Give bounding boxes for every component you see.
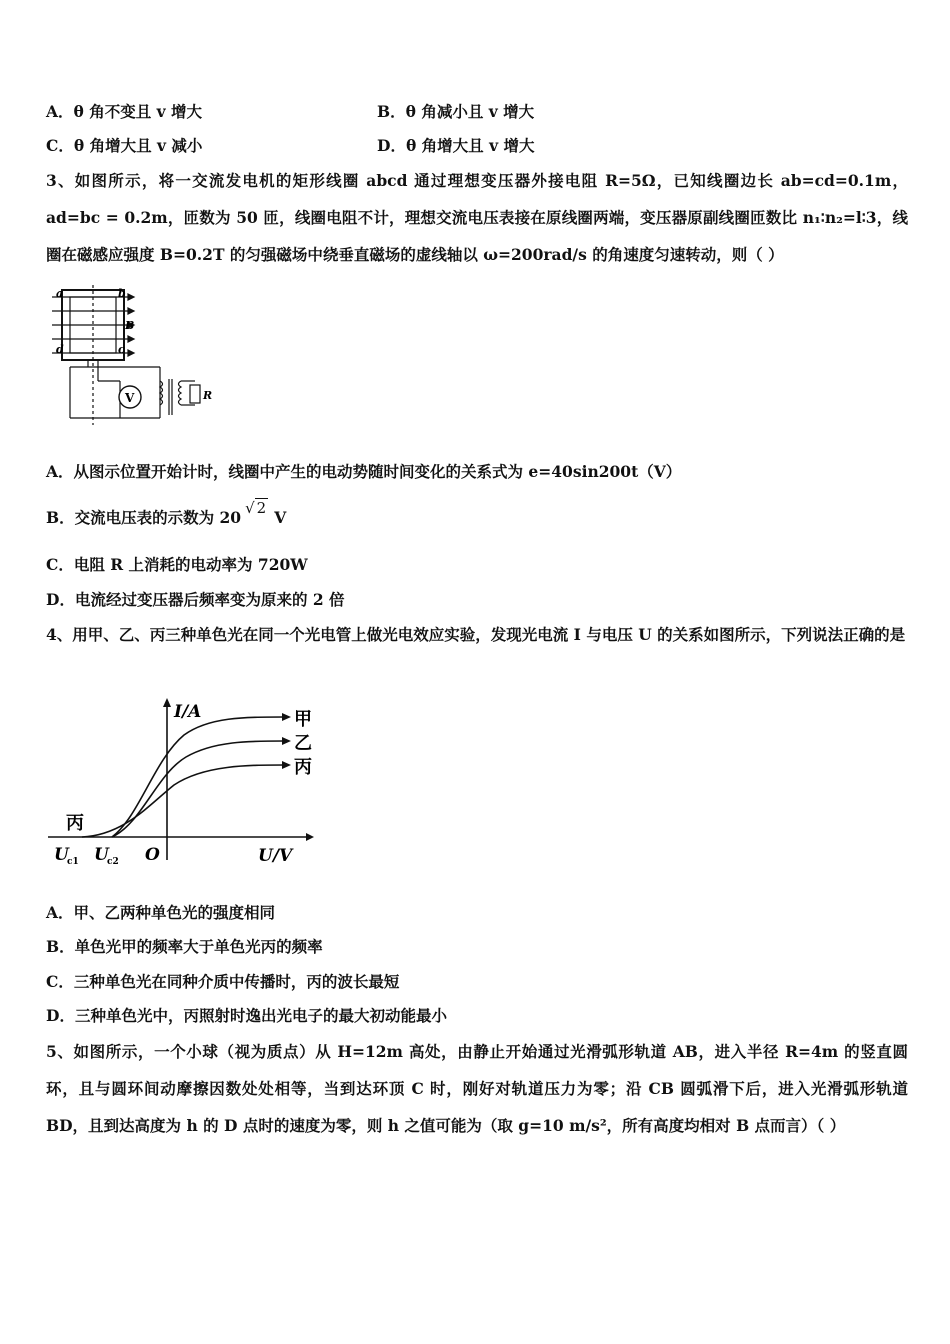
q2-option-d: D．θ 角增大且 v 增大 [377, 136, 535, 155]
q5-stem: 5、如图所示，一个小球（视为质点）从 H=12m 高处，由静止开始通过光滑弧形轨道 AB，进入半径 R=4m 的竖直圆环，且与圆环间动摩擦因数处处相等，当到达环顶 C 时，刚好对轨道压力为零；沿 CB 圆弧滑下后，进入光滑弧形轨道 BD，且到达高度为 h 的 D 点时的速度为零，则 h 之值可能为（取 g=10 m/s²，所有高度均相对 B 点而言）（ ） [46, 1042, 908, 1135]
series-label-bing: 丙 [294, 757, 312, 778]
curve-bing [82, 765, 284, 837]
y-axis-label: I/A [174, 702, 202, 722]
arrow-jia [282, 713, 291, 721]
leads [70, 360, 160, 418]
q4-option-c: C．三种单色光在同种介质中传播时，丙的波长最短 [46, 972, 400, 991]
arrow-yi [282, 737, 291, 745]
x-axis-arrow [306, 833, 314, 841]
q4-stem: 4、用甲、乙、丙三种单色光在同一个光电管上做光电效应实验，发现光电流 I 与电压 U 的关系如图所示，下列说法正确的是 [46, 625, 906, 644]
resistor [190, 385, 200, 403]
curve-yi [112, 741, 284, 837]
q2-option-c: C．θ 角增大且 v 减小 [46, 136, 203, 155]
q3-option-b [46, 499, 287, 528]
q4-option-a: A．甲、乙两种单色光的强度相同 [46, 903, 276, 922]
q3-option-b-text: B．交流电压表的示数为 20 [46, 508, 242, 527]
q3-option-c: C．电阻 R 上消耗的电动率为 720W [46, 555, 308, 574]
curve-jia [112, 717, 284, 837]
tick-label-uc2 [94, 845, 119, 867]
q4-option-b: B．单色光甲的频率大于单色光丙的频率 [46, 937, 323, 956]
arrow-bing [282, 761, 291, 769]
tick-label-uc1 [54, 845, 79, 867]
q3-option-a: A．从图示位置开始计时，线圈中产生的电动势随时间变化的关系式为 e=40sin200t（V） [46, 462, 682, 481]
sqrt-symbol: √ 2 [245, 499, 267, 517]
svg-text:c2: c2 [107, 857, 119, 867]
series-label-jia: 甲 [294, 709, 312, 730]
svg-text:U: U [54, 845, 69, 865]
svg-text:c1: c1 [67, 857, 79, 867]
q2-option-b: B．θ 角减小且 v 增大 [377, 102, 535, 121]
label-voltmeter: V [125, 391, 135, 405]
label-b: b [118, 287, 126, 300]
label-c: c [118, 343, 125, 356]
sqrt-radicand: 2 [256, 499, 267, 517]
q3-stem: 3、如图所示，将一交流发电机的矩形线圈 abcd 通过理想变压器外接电阻 R=5Ω，已知线圈边长 ab=cd=0.1m， ad=bc = 0.2m，匝数为 50 匝，线圈电阻不计，理想交流电压表接在原线圈两端，变压器原副线圈匝数比 n₁∶n₂=l∶3，线圈在磁感应强度 B=0.2T 的匀强磁场中绕垂直磁场的虚线轴以 ω=200rad/s 的角速度匀速转动，则（ ） [46, 171, 908, 264]
q2-option-a: A．θ 角不变且 v 增大 [46, 102, 203, 121]
x-axis-label: U/V [258, 846, 293, 866]
q3-option-b-unit: V [274, 508, 287, 527]
label-a: a [56, 287, 64, 300]
annotation-bing: 丙 [66, 813, 84, 834]
q4-chart [44, 695, 334, 870]
label-r: R [203, 389, 213, 402]
tick-label-origin: O [145, 845, 160, 865]
label-d: d [56, 343, 64, 356]
q3-option-d: D．电流经过变压器后频率变为原来的 2 倍 [46, 590, 345, 609]
q3-figure [50, 285, 220, 430]
svg-text:U: U [94, 845, 109, 865]
q4-option-d: D．三种单色光中，丙照射时逸出光电子的最大初动能最小 [46, 1006, 447, 1025]
series-label-yi: 乙 [294, 733, 312, 754]
y-axis-arrow [163, 698, 171, 707]
label-field-b: B [125, 319, 135, 332]
